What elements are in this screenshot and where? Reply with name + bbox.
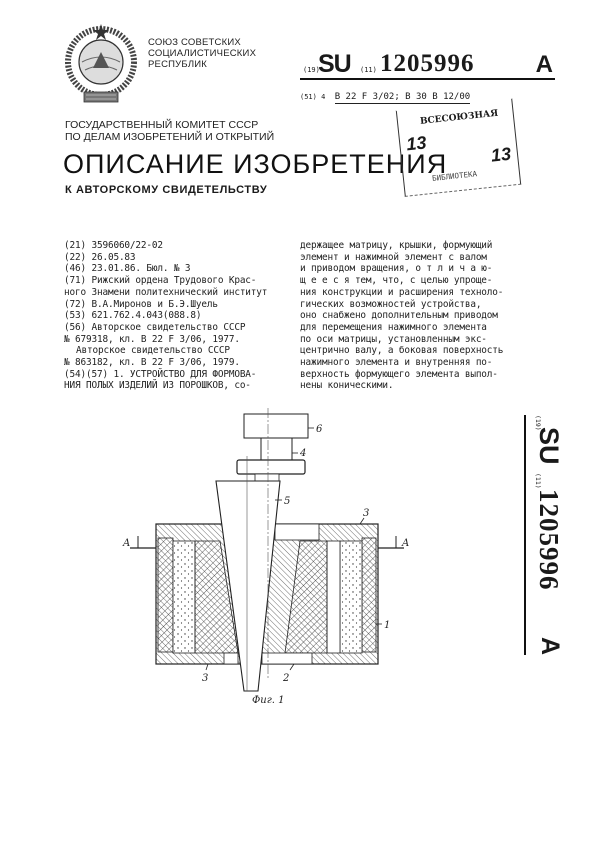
claim-line: центрично валу, а боковая поверхность <box>300 345 504 357</box>
ipc-classification <box>300 92 470 102</box>
side-country-code: SU <box>534 427 564 465</box>
biblio-line: (54)(57) 1. УСТРОЙСТВО ДЛЯ ФОРМОВА- <box>64 368 257 380</box>
patent-number: 1205996 <box>380 50 475 77</box>
biblio-line: (22) 26.05.83 <box>64 251 136 263</box>
section-mark-left: A <box>123 538 131 549</box>
ipc-label: (51) 4 <box>300 93 326 101</box>
biblio-line: (53) 621.762.4.043(088.8) <box>64 310 202 322</box>
claim-line: щ е е с я тем, что, с целью упроще- <box>300 275 493 287</box>
bibliographic-data <box>64 240 267 392</box>
stamp-number-left: 13 <box>405 132 428 155</box>
part-label-4: 4 <box>300 448 307 459</box>
part-label-2: 2 <box>283 673 290 684</box>
part-label-1: 1 <box>384 620 391 631</box>
claim-text <box>300 240 503 392</box>
inid-code-19: (19) <box>303 66 320 74</box>
biblio-line: ного Знамени политехнический институт <box>64 286 268 298</box>
claim-line: оно снабжено дополнительным приводом <box>300 310 498 322</box>
side-inid-19: (19) <box>534 415 542 431</box>
inid-code-11: (11) <box>360 66 377 74</box>
part-label-5: 5 <box>284 496 291 507</box>
biblio-line: (72) В.А.Миронов и Б.Э.Шуель <box>64 298 218 310</box>
claim-line: элемент и нажимной элемент с валом <box>300 251 487 263</box>
claim-line: для перемещения нажимного элемента <box>300 321 487 333</box>
side-patent-number: 1205996 <box>534 489 564 591</box>
claim-line: нажимного элемента и внутренняя по- <box>300 357 493 369</box>
biblio-line: (71) Рижский ордена Трудового Крас- <box>64 275 257 287</box>
library-stamp <box>396 98 521 197</box>
state-name-line: СОЦИАЛИСТИЧЕСКИХ <box>148 48 257 59</box>
side-kind-code: A <box>536 636 564 655</box>
biblio-line: (46) 23.01.86. Бюл. № 3 <box>64 263 191 275</box>
figure-1-drawing <box>120 408 430 718</box>
part-label-3-top: 3 <box>363 508 370 519</box>
publication-number <box>300 52 555 80</box>
side-inid-11: (11) <box>534 473 542 489</box>
claim-line: гических возможностей устройства, <box>300 298 482 310</box>
biblio-line: НИЯ ПОЛЫХ ИЗДЕЛИЙ ИЗ ПОРОШКОВ, со- <box>64 380 251 392</box>
biblio-line: № 863182, кл. B 22 F 3/06, 1979. <box>64 357 240 369</box>
claim-line: нены коническими. <box>300 380 394 392</box>
committee-line: ПО ДЕЛАМ ИЗОБРЕТЕНИЙ И ОТКРЫТИЙ <box>65 131 275 143</box>
figure-caption: Фиг. 1 <box>252 695 285 706</box>
kind-code: A <box>535 51 553 78</box>
document-title: ОПИСАНИЕ ИЗОБРЕТЕНИЯ <box>63 149 448 179</box>
country-code: SU <box>318 50 351 78</box>
part-label-6: 6 <box>316 424 323 435</box>
claim-line: по оси матрицы, установленным экс- <box>300 333 487 345</box>
state-name-line: РЕСПУБЛИК <box>148 59 208 70</box>
claim-line: верхность формующего элемента выпол- <box>300 368 498 380</box>
stamp-heading: ВСЕСОЮЗНАЯ <box>419 108 499 127</box>
claim-line: держащее матрицу, крышки, формующий <box>300 240 493 251</box>
ussr-emblem-icon <box>60 22 142 106</box>
biblio-line: Авторское свидетельство СССР <box>76 345 230 357</box>
biblio-line: (21) 3596060/22-02 <box>64 240 163 251</box>
ipc-value: B 22 F 3/02; B 30 B 12/00 <box>334 92 471 102</box>
biblio-line: (56) Авторское свидетельство СССР <box>64 321 246 333</box>
state-name <box>148 37 256 70</box>
stamp-footer: БИБЛИОТЕКА <box>431 169 478 183</box>
state-name-line: СОЮЗ СОВЕТСКИХ <box>148 37 241 48</box>
section-mark-right: A <box>402 538 410 549</box>
side-publication-number <box>518 410 568 660</box>
drive-block-6 <box>244 414 308 438</box>
part-label-3-bottom: 3 <box>202 673 209 684</box>
document-subtitle: К АВТОРСКОМУ СВИДЕТЕЛЬСТВУ <box>65 184 268 196</box>
committee-line: ГОСУДАРСТВЕННЫЙ КОМИТЕТ СССР <box>65 119 259 131</box>
shaft-4 <box>261 438 292 460</box>
committee-name <box>65 119 274 143</box>
biblio-line: № 679318, кл. B 22 F 3/06, 1977. <box>64 333 240 345</box>
claim-line: ния конструкции и расширения техноло- <box>300 286 504 298</box>
stamp-number-right: 13 <box>489 143 512 166</box>
claim-line: и приводом вращения, о т л и ч а ю- <box>300 263 493 275</box>
